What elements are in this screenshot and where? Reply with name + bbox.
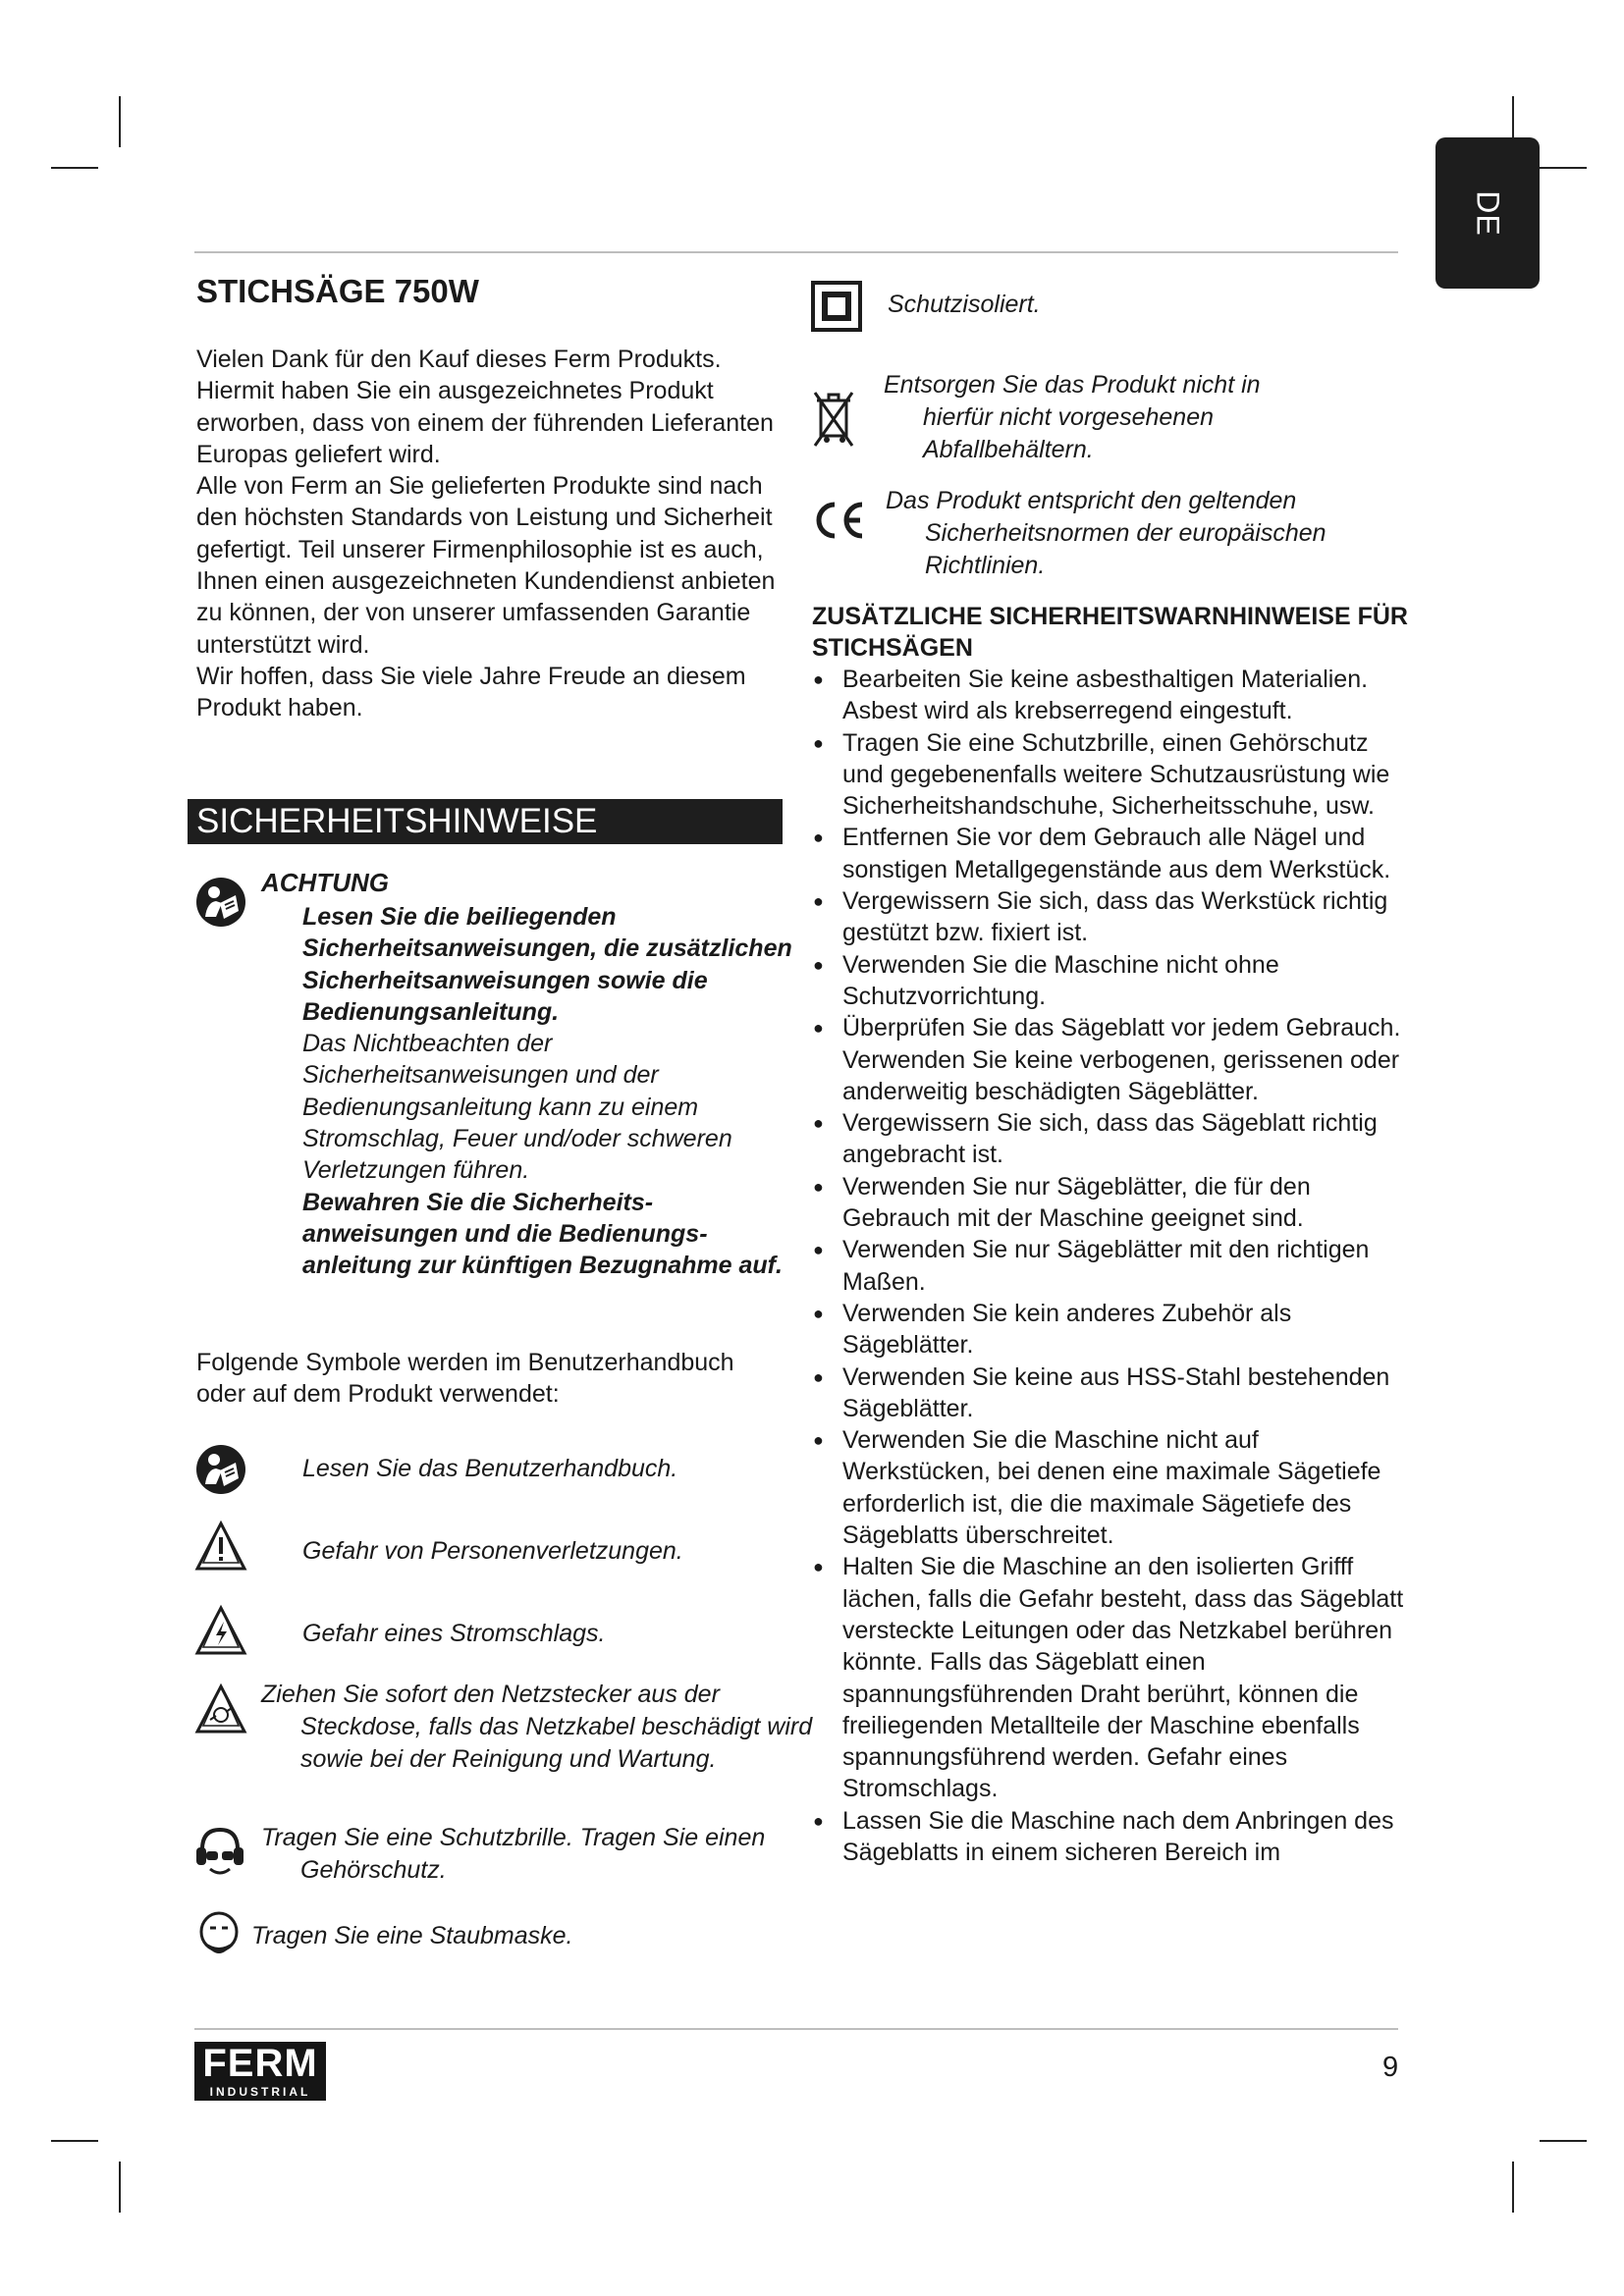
symbol-description: Gefahr eines Stromschlags. (302, 1620, 606, 1647)
goggles-ear-protection-icon (192, 1824, 247, 1881)
section-heading: SICHERHEITSHINWEISE (196, 802, 598, 840)
logo-main-text: FERM (202, 2042, 318, 2085)
list-item: ● Entfernen Sie vor dem Gebrauch alle Nägel und sonstigen Metallgegenstände aus dem Werkstück. (813, 822, 1412, 885)
symbol-description: Ziehen Sie sofort den Netzstecker aus der Steckdose, falls das Netzkabel beschädigt wird sowie bei der Reinigung und Wartung. (261, 1681, 813, 1773)
list-item: ● Verwenden Sie kein anderes Zubehör als Sägeblätter. (813, 1298, 1412, 1362)
warning-triangle-icon (194, 1520, 247, 1573)
language-tab-label (1435, 137, 1540, 289)
list-item: ● Verwenden Sie die Maschine nicht ohne Schutzvorrichtung. (813, 949, 1412, 1013)
top-rule (194, 251, 1398, 253)
list-item: ● Verwenden Sie nur Sägeblätter mit den richtigen Maßen. (813, 1234, 1412, 1298)
list-item: ● Halten Sie die Maschine an den isolierten Grifff lächen, falls die Gefahr besteht, dass das Sägeblatt versteckte Leitungen oder das Netzkabel berühren könnte. Falls das Sägeblatt einen spannungsführenden Draht berührt, können die freiliegenden Metallteile der Maschine ebenfalls spannungsführend werden. Gefahr eines Stromschlags. (813, 1551, 1412, 1804)
list-item: ● Lassen Sie die Maschine nach dem Anbringen des Sägeblatts in einem sicheren Bereich im (813, 1805, 1412, 1869)
list-item: ● Überprüfen Sie das Sägeblatt vor jedem Gebrauch. Verwenden Sie keine verbogenen, gerissenen oder anderweitig beschädigten Sägeblätter. (813, 1012, 1412, 1107)
warning-normal-text: Das Nichtbeachten der Sicherheitsanweisungen und der Bedienungsanleitung kann zu einem Stromschlag, Feuer und/oder schweren Verletzungen führen. (302, 1030, 732, 1185)
symbol-description: Das Produkt entspricht den geltenden Sicherheitsnormen der europäischen Richtlinien. (886, 487, 1326, 579)
symbols-intro: Folgende Symbole werden im Benutzerhandbuch oder auf dem Produkt verwendet: (196, 1349, 734, 1409)
dust-mask-icon (192, 1910, 245, 1967)
symbol-description: Lesen Sie das Benutzerhandbuch. (302, 1455, 678, 1482)
list-item: ● Tragen Sie eine Schutzbrille, einen Gehörschutz und gegebenenfalls weitere Schutzausrüstung wie Sicherheitshandschuhe, Sicherheitsschuhe, usw. (813, 727, 1412, 823)
unplug-icon (194, 1682, 247, 1735)
intro-paragraph: Wir hoffen, dass Sie viele Jahre Freude an diesem Produkt haben. (196, 662, 746, 722)
page-number: 9 (1382, 2052, 1399, 2083)
crop-mark (1540, 167, 1587, 169)
warning-bold-text: Lesen Sie die beiliegenden Sicherheitsanweisungen, die zusätzlichen Sicherheitsanweisungen sowie die Bedienungsanleitung. (302, 903, 792, 1026)
language-tab-text: DE (1470, 189, 1506, 237)
warning-bold-text: Bewahren Sie die Sicherheits-anweisungen und die Bedienungs-anleitung zur künftigen Bezugnahme auf. (302, 1188, 783, 1280)
list-item: ● Vergewissern Sie sich, dass das Werkstück richtig gestützt bzw. fixiert ist. (813, 885, 1412, 949)
ce-mark-icon (811, 499, 866, 542)
page-title: STICHSÄGE 750W (196, 273, 479, 309)
intro-paragraph: Vielen Dank für den Kauf dieses Ferm Produkts. Hiermit haben Sie ein ausgezeichnetes Produkt erworben, dass von einem der führenden Lieferanten Europas geliefert wird. (196, 346, 774, 468)
symbol-description: Entsorgen Sie das Produkt nicht in hierfür nicht vorgesehenen Abfallbehältern. (884, 371, 1261, 463)
crop-mark (119, 2162, 121, 2213)
crop-mark (1512, 2162, 1514, 2213)
crop-mark (51, 167, 98, 169)
read-manual-icon (192, 874, 249, 931)
crossed-bin-icon (811, 389, 856, 450)
warning-text (302, 901, 793, 1282)
crop-mark (1540, 2140, 1587, 2142)
list-item: ● Verwenden Sie keine aus HSS-Stahl bestehenden Sägeblätter. (813, 1362, 1412, 1425)
symbol-description: Schutzisoliert. (888, 291, 1041, 318)
logo-sub-text: INDUSTRIAL (209, 2085, 311, 2099)
crop-mark (119, 96, 121, 147)
intro-text (196, 344, 785, 724)
list-item: ● Vergewissern Sie sich, dass das Sägeblatt richtig angebracht ist. (813, 1107, 1412, 1171)
intro-paragraph: Alle von Ferm an Sie gelieferten Produkte sind nach den höchsten Standards von Leistung und Sicherheit gefertigt. Teil unserer Firmenphilosophie ist es auch, Ihnen einen ausgezeichneten Kundendienst anbieten zu können, der von unserer umfassenden Garantie unterstützt wird. (196, 472, 776, 659)
warning-label: ACHTUNG (261, 868, 389, 897)
safety-list (813, 664, 1412, 1868)
crop-mark (51, 2140, 98, 2142)
bottom-rule (194, 2028, 1398, 2030)
double-insulation-icon (811, 281, 862, 332)
symbol-description: Tragen Sie eine Staubmaske. (251, 1922, 573, 1949)
list-item: ● Verwenden Sie die Maschine nicht auf Werkstücken, bei denen eine maximale Sägetiefe erforderlich ist, die die maximale Sägetiefe des Sägeblatts überschreitet. (813, 1424, 1412, 1551)
read-manual-icon (192, 1441, 249, 1498)
list-item: ● Verwenden Sie nur Sägeblätter, die für den Gebrauch mit der Maschine geeignet sind. (813, 1171, 1412, 1235)
symbol-description: Tragen Sie eine Schutzbrille. Tragen Sie einen Gehörschutz. (261, 1824, 766, 1884)
electric-shock-icon (194, 1604, 247, 1657)
section-heading: ZUSÄTZLICHE SICHERHEITSWARNHINWEISE FÜR STICHSÄGEN (812, 603, 1408, 662)
list-item: ● Bearbeiten Sie keine asbesthaltigen Materialien. Asbest wird als krebserregend eingestuft. (813, 664, 1412, 727)
symbol-description: Gefahr von Personenverletzungen. (302, 1537, 683, 1565)
